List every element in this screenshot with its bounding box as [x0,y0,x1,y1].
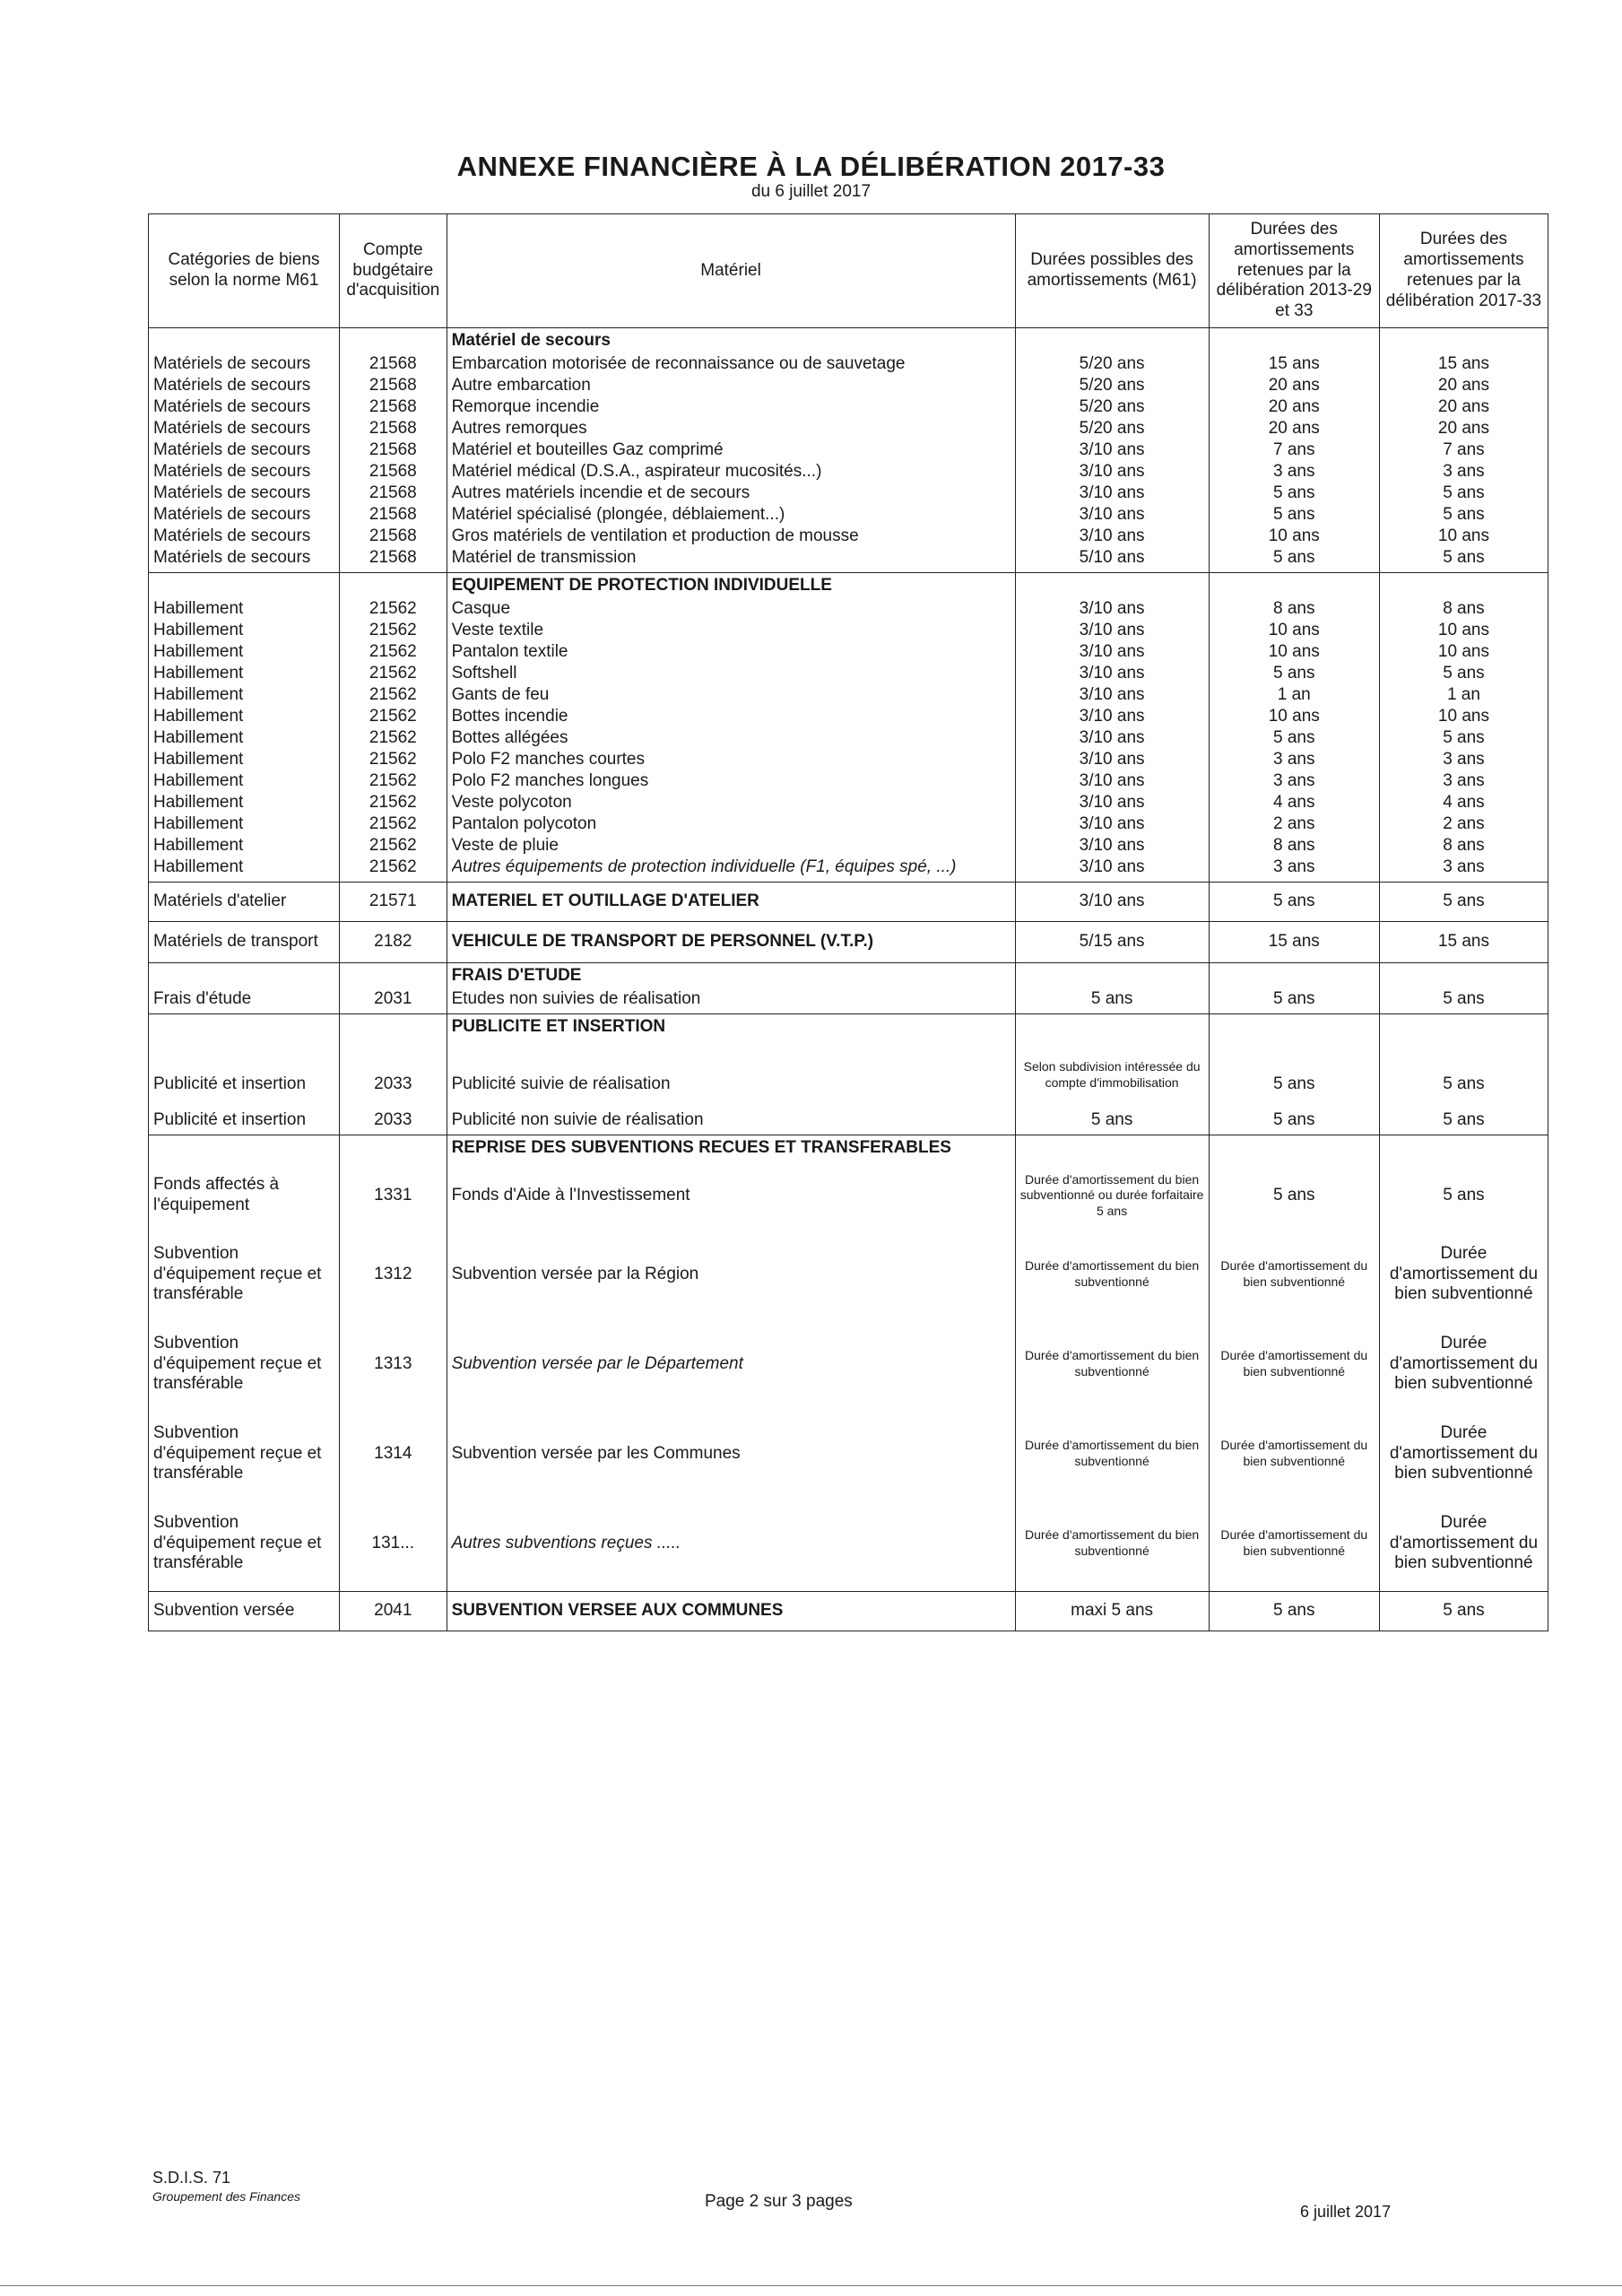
table-cell-line: 5 ans [1443,663,1485,683]
table-cell: REPRISE DES SUBVENTIONS RECUES ET TRANSFERABLES Fonds d'Aide à l'Investissement Subvention versée par la Région Subvention versée par le Département Subvention versée par les Communes Autres subventions reçues ..... [447,1135,1015,1591]
table-cell-line: 21568 [369,439,417,459]
table-cell-line: 5 ans [1443,547,1485,567]
table-cell-line: Habillement [153,663,244,683]
table-cell-line: 21568 [369,504,417,524]
table-cell-line: 5/20 ans [1079,353,1145,373]
table-cell: 5 ans [1015,962,1209,1013]
header-2017-duration: Durées des amortissements retenues par la délibération 2017-33 [1379,214,1548,328]
table-cell-line: 5 ans [1443,504,1485,524]
section-title: PUBLICITE ET INSERTION [451,1016,666,1036]
table-cell-line: 21562 [369,857,417,876]
table-cell: 2182 [340,921,447,962]
table-cell: Durée d'amortissement du bien subventionné ou durée forfaitaire 5 ans Durée d'amortissement du bien subventionné Durée d'amortissement du bien subventionné Durée d'amortissement du bien subventionné Durée d'amortissement du bien subventionné [1015,1135,1209,1591]
table-row-secours [149,327,1548,572]
table-cell-line: 1 an [1277,684,1311,704]
table-cell-line: Habillement [153,857,244,876]
table-cell-line: Autres matériels incendie et de secours [451,483,750,502]
table-cell: FRAIS D'ETUDE Etudes non suivies de réalisation [447,962,1015,1013]
page-subtitle: du 6 juillet 2017 [750,182,872,201]
table-cell-line: 15 ans [1437,353,1489,373]
table-cell-line: 20 ans [1437,375,1489,395]
table-cell-line: 5 ans [1273,663,1315,683]
table-cell: PUBLICITE ET INSERTION Publicité suivie de réalisation Publicité non suivie de réalisation [447,1013,1015,1135]
table-cell-line: 3/10 ans [1079,706,1145,726]
table-cell-line: Casque [451,598,511,618]
table-cell-line: 10 ans [1437,526,1489,545]
table-cell-line: Matériels de secours [153,418,311,438]
table-cell: 2041 [340,1591,447,1631]
habillement-2017 [1379,572,1548,882]
table-cell-line: 3 ans [1443,857,1485,876]
table-cell-line: Pantalon textile [451,641,568,661]
table-cell-line: 21568 [369,526,417,545]
table-cell-line: 3/10 ans [1079,813,1145,833]
page-title: ANNEXE FINANCIÈRE À LA DÉLIBÉRATION 2017-33 [456,151,1166,182]
table-cell-line: Matériels de secours [153,439,311,459]
table-cell: VEHICULE DE TRANSPORT DE PERSONNEL (V.T.P.) [447,921,1015,962]
table-cell: maxi 5 ans [1015,1591,1209,1631]
table-cell-line: Habillement [153,706,244,726]
table-cell-line: Bottes incendie [451,706,568,726]
table-cell-line: 20 ans [1268,375,1320,395]
table-cell-line: 21562 [369,706,417,726]
table-cell-line: Autres équipements de protection individuelle (F1, équipes spé, ...) [451,857,957,876]
table-cell-line: Matériels de secours [153,504,311,524]
table-cell: Frais d'étude [149,962,340,1013]
table-cell-line: Matériels de secours [153,461,311,481]
habillement-items [447,572,1015,882]
table-cell-line: 5 ans [1273,547,1315,567]
table-header-row [149,214,1548,328]
table-cell-line: 8 ans [1273,835,1315,855]
table-cell-line: 5/20 ans [1079,418,1145,438]
table-cell-line: Matériels de secours [153,483,311,502]
table-cell-line: 5 ans [1273,727,1315,747]
page-bottom-rule [0,2285,1622,2286]
table-cell: Matériels d'atelier [149,882,340,921]
table-cell-line: 3/10 ans [1079,598,1145,618]
table-row-reprise [149,1135,1548,1591]
table-cell-line: Polo F2 manches courtes [451,749,646,769]
table-cell: 5 ans Durée d'amortissement du bien subventionné Durée d'amortissement du bien subventionné Durée d'amortissement du bien subventionné Durée d'amortissement du bien subventionné [1379,1135,1548,1591]
table-cell-line: 10 ans [1437,620,1489,639]
table-cell-line: 20 ans [1268,396,1320,416]
table-cell: 15 ans [1209,921,1379,962]
table-cell-line: 3 ans [1273,857,1315,876]
table-cell: 15 ans [1379,921,1548,962]
table-cell: Fonds affectés à l'équipement Subvention d'équipement reçue et transférable Subvention d'équipement reçue et transférable Subvention d'équipement reçue et transférable Subvention d'équipement reçue et transférable [149,1135,340,1591]
secours-categories [149,327,340,572]
table-cell-line: 10 ans [1268,526,1320,545]
table-cell-line: Autre embarcation [451,375,591,395]
header-category: Catégories de biens selon la norme M61 [149,214,340,328]
table-cell-line: 3/10 ans [1079,792,1145,812]
table-cell: 5 ans [1209,1591,1379,1631]
table-cell-line: Matériels de secours [153,547,311,567]
table-cell-line: 21568 [369,353,417,373]
table-cell-line: Matériel et bouteilles Gaz comprimé [451,439,724,459]
table-cell-line: 8 ans [1443,835,1485,855]
table-cell: 2033 2033 [340,1013,447,1135]
table-cell-line: 3/10 ans [1079,749,1145,769]
table-cell-line: Gants de feu [451,684,550,704]
amortization-table [148,213,1548,1631]
table-cell: 5 ans [1209,962,1379,1013]
table-cell-line: 3/10 ans [1079,684,1145,704]
table-cell-line: Pantalon polycoton [451,813,597,833]
table-cell-line: Bottes allégées [451,727,568,747]
table-cell-line: Veste textile [451,620,544,639]
table-cell-line: Softshell [451,663,517,683]
table-cell-line: 5 ans [1273,483,1315,502]
footer-organization: S.D.I.S. 71 [152,2169,231,2187]
table-cell-line: Remorque incendie [451,396,600,416]
table-cell-line: Habillement [153,835,244,855]
table-cell-line: 5 ans [1443,483,1485,502]
table-row-habillement [149,572,1548,882]
table-cell-line: Matériels de secours [153,353,311,373]
table-cell-line: Gros matériels de ventilation et production de mousse [451,526,859,545]
table-cell-line: Matériels de secours [153,526,311,545]
table-cell: 5 ans [1379,1591,1548,1631]
table-cell-line: 21568 [369,461,417,481]
table-cell-line: Veste polycoton [451,792,572,812]
table-cell-line: Habillement [153,598,244,618]
table-cell-line: 7 ans [1443,439,1485,459]
header-material: Matériel [447,214,1015,328]
table-cell-line: Polo F2 manches longues [451,770,649,790]
secours-2017 [1379,327,1548,572]
table-cell-line: 3 ans [1443,461,1485,481]
table-cell-line: 10 ans [1268,620,1320,639]
header-2013-duration: Durées des amortissements retenues par la délibération 2013-29 et 33 [1209,214,1379,328]
section-title: Matériel de secours [451,330,611,350]
table-cell: 1331 1312 1313 1314 131... [340,1135,447,1591]
table-cell-line: Habillement [153,770,244,790]
section-title: REPRISE DES SUBVENTIONS RECUES ET TRANSFERABLES [451,1137,951,1157]
table-cell-line: 2 ans [1443,813,1485,833]
table-cell-line: Matériel spécialisé (plongée, déblaiement...) [451,504,785,524]
table-cell: 2031 [340,962,447,1013]
section-title: FRAIS D'ETUDE [451,965,582,985]
secours-2013 [1209,327,1379,572]
table-cell-line: 3/10 ans [1079,835,1145,855]
table-cell: SUBVENTION VERSEE AUX COMMUNES [447,1591,1015,1631]
table-cell: 5 ans [1209,882,1379,921]
table-cell-line: 3/10 ans [1079,461,1145,481]
table-cell-line: 3 ans [1273,461,1315,481]
table-cell-line: Veste de pluie [451,835,559,855]
table-cell-line: 3 ans [1443,770,1485,790]
table-cell-line: 3 ans [1273,749,1315,769]
habillement-categories [149,572,340,882]
table-cell-line: 21568 [369,483,417,502]
table-cell-line: 3/10 ans [1079,439,1145,459]
table-cell-line: 21562 [369,663,417,683]
table-row-etude [149,962,1548,1013]
table-cell: MATERIEL ET OUTILLAGE D'ATELIER [447,882,1015,921]
section-title: EQUIPEMENT DE PROTECTION INDIVIDUELLE [451,575,832,595]
table-cell-line: 21562 [369,792,417,812]
table-cell-line: 21562 [369,641,417,661]
table-cell-line: 3 ans [1443,749,1485,769]
table-cell-line: Habillement [153,727,244,747]
table-cell-line: 4 ans [1443,792,1485,812]
table-cell-line: 4 ans [1273,792,1315,812]
table-cell-line: Habillement [153,792,244,812]
table-cell-line: 1 an [1446,684,1480,704]
table-cell: Selon subdivision intéressée du compte d'immobilisation 5 ans [1015,1013,1209,1135]
table-cell-line: 21562 [369,813,417,833]
table-cell-line: 21568 [369,547,417,567]
table-cell-line: 3/10 ans [1079,727,1145,747]
footer-date: 6 juillet 2017 [1300,2203,1392,2221]
table-cell-line: Habillement [153,749,244,769]
table-cell-line: 21568 [369,396,417,416]
table-cell-line: 3/10 ans [1079,526,1145,545]
secours-accounts [340,327,447,572]
table-cell-line: 5/10 ans [1079,547,1145,567]
table-cell-line: Matériel médical (D.S.A., aspirateur mucosités...) [451,461,822,481]
table-cell-line: 21562 [369,684,417,704]
table-cell-line: 5/20 ans [1079,375,1145,395]
table-cell-line: Matériels de secours [153,375,311,395]
table-row-atelier [149,882,1548,921]
table-cell-line: 7 ans [1273,439,1315,459]
habillement-m61 [1015,572,1209,882]
header-account: Compte budgétaire d'acquisition [340,214,447,328]
table-cell: 5 ans 5 ans [1209,1013,1379,1135]
table-cell-line: 8 ans [1443,598,1485,618]
secours-items [447,327,1015,572]
table-cell-line: 3 ans [1273,770,1315,790]
table-cell: 5/15 ans [1015,921,1209,962]
table-cell-line: 3/10 ans [1079,663,1145,683]
habillement-accounts [340,572,447,882]
table-cell-line: 10 ans [1268,706,1320,726]
table-row-transport [149,921,1548,962]
table-cell-line: 3/10 ans [1079,770,1145,790]
table-cell-line: 10 ans [1268,641,1320,661]
table-cell-line: 15 ans [1268,353,1320,373]
table-cell: Subvention versée [149,1591,340,1631]
table-cell-line: 20 ans [1437,396,1489,416]
table-cell-line: Habillement [153,641,244,661]
table-cell: 5 ans Durée d'amortissement du bien subventionné Durée d'amortissement du bien subventionné Durée d'amortissement du bien subventionné Durée d'amortissement du bien subventionné [1209,1135,1379,1591]
table-cell-line: 3/10 ans [1079,641,1145,661]
table-cell-line: 3/10 ans [1079,857,1145,876]
table-cell-line: 3/10 ans [1079,483,1145,502]
table-cell: 3/10 ans [1015,882,1209,921]
footer-department: Groupement des Finances [152,2189,300,2204]
secours-m61 [1015,327,1209,572]
table-cell-line: 10 ans [1437,706,1489,726]
table-cell: 5 ans [1379,882,1548,921]
table-cell: 5 ans [1379,962,1548,1013]
table-cell-line: 3/10 ans [1079,620,1145,639]
table-cell: 5 ans 5 ans [1379,1013,1548,1135]
table-cell-line: 2 ans [1273,813,1315,833]
table-cell-line: 21562 [369,620,417,639]
table-cell-line: 10 ans [1437,641,1489,661]
table-cell-line: 21562 [369,598,417,618]
table-cell-line: 5/20 ans [1079,396,1145,416]
habillement-2013 [1209,572,1379,882]
table-cell-line: 21562 [369,749,417,769]
table-cell: Publicité et insertion Publicité et insertion [149,1013,340,1135]
table-cell-line: Autres remorques [451,418,587,438]
table-cell-line: 21562 [369,770,417,790]
table-cell-line: 5 ans [1443,727,1485,747]
header-m61-duration: Durées possibles des amortissements (M61) [1015,214,1209,328]
table-cell-line: Embarcation motorisée de reconnaissance ou de sauvetage [451,353,906,373]
table-cell-line: 8 ans [1273,598,1315,618]
table-cell-line: 21568 [369,418,417,438]
table-cell-line: Habillement [153,813,244,833]
table-cell-line: 5 ans [1273,504,1315,524]
table-cell-line: 3/10 ans [1079,504,1145,524]
table-cell-line: Matériel de transmission [451,547,637,567]
table-cell-line: 21562 [369,727,417,747]
table-row-versee [149,1591,1548,1631]
table-cell: 21571 [340,882,447,921]
table-cell-line: 20 ans [1268,418,1320,438]
table-cell-line: Matériels de secours [153,396,311,416]
table-cell-line: 21562 [369,835,417,855]
table-cell-line: 21568 [369,375,417,395]
table-cell-line: Habillement [153,684,244,704]
table-row-publicite [149,1013,1548,1135]
table-cell-line: 20 ans [1437,418,1489,438]
footer-page-number: Page 2 sur 3 pages [705,2192,853,2211]
table-cell: Matériels de transport [149,921,340,962]
table-cell-line: Habillement [153,620,244,639]
